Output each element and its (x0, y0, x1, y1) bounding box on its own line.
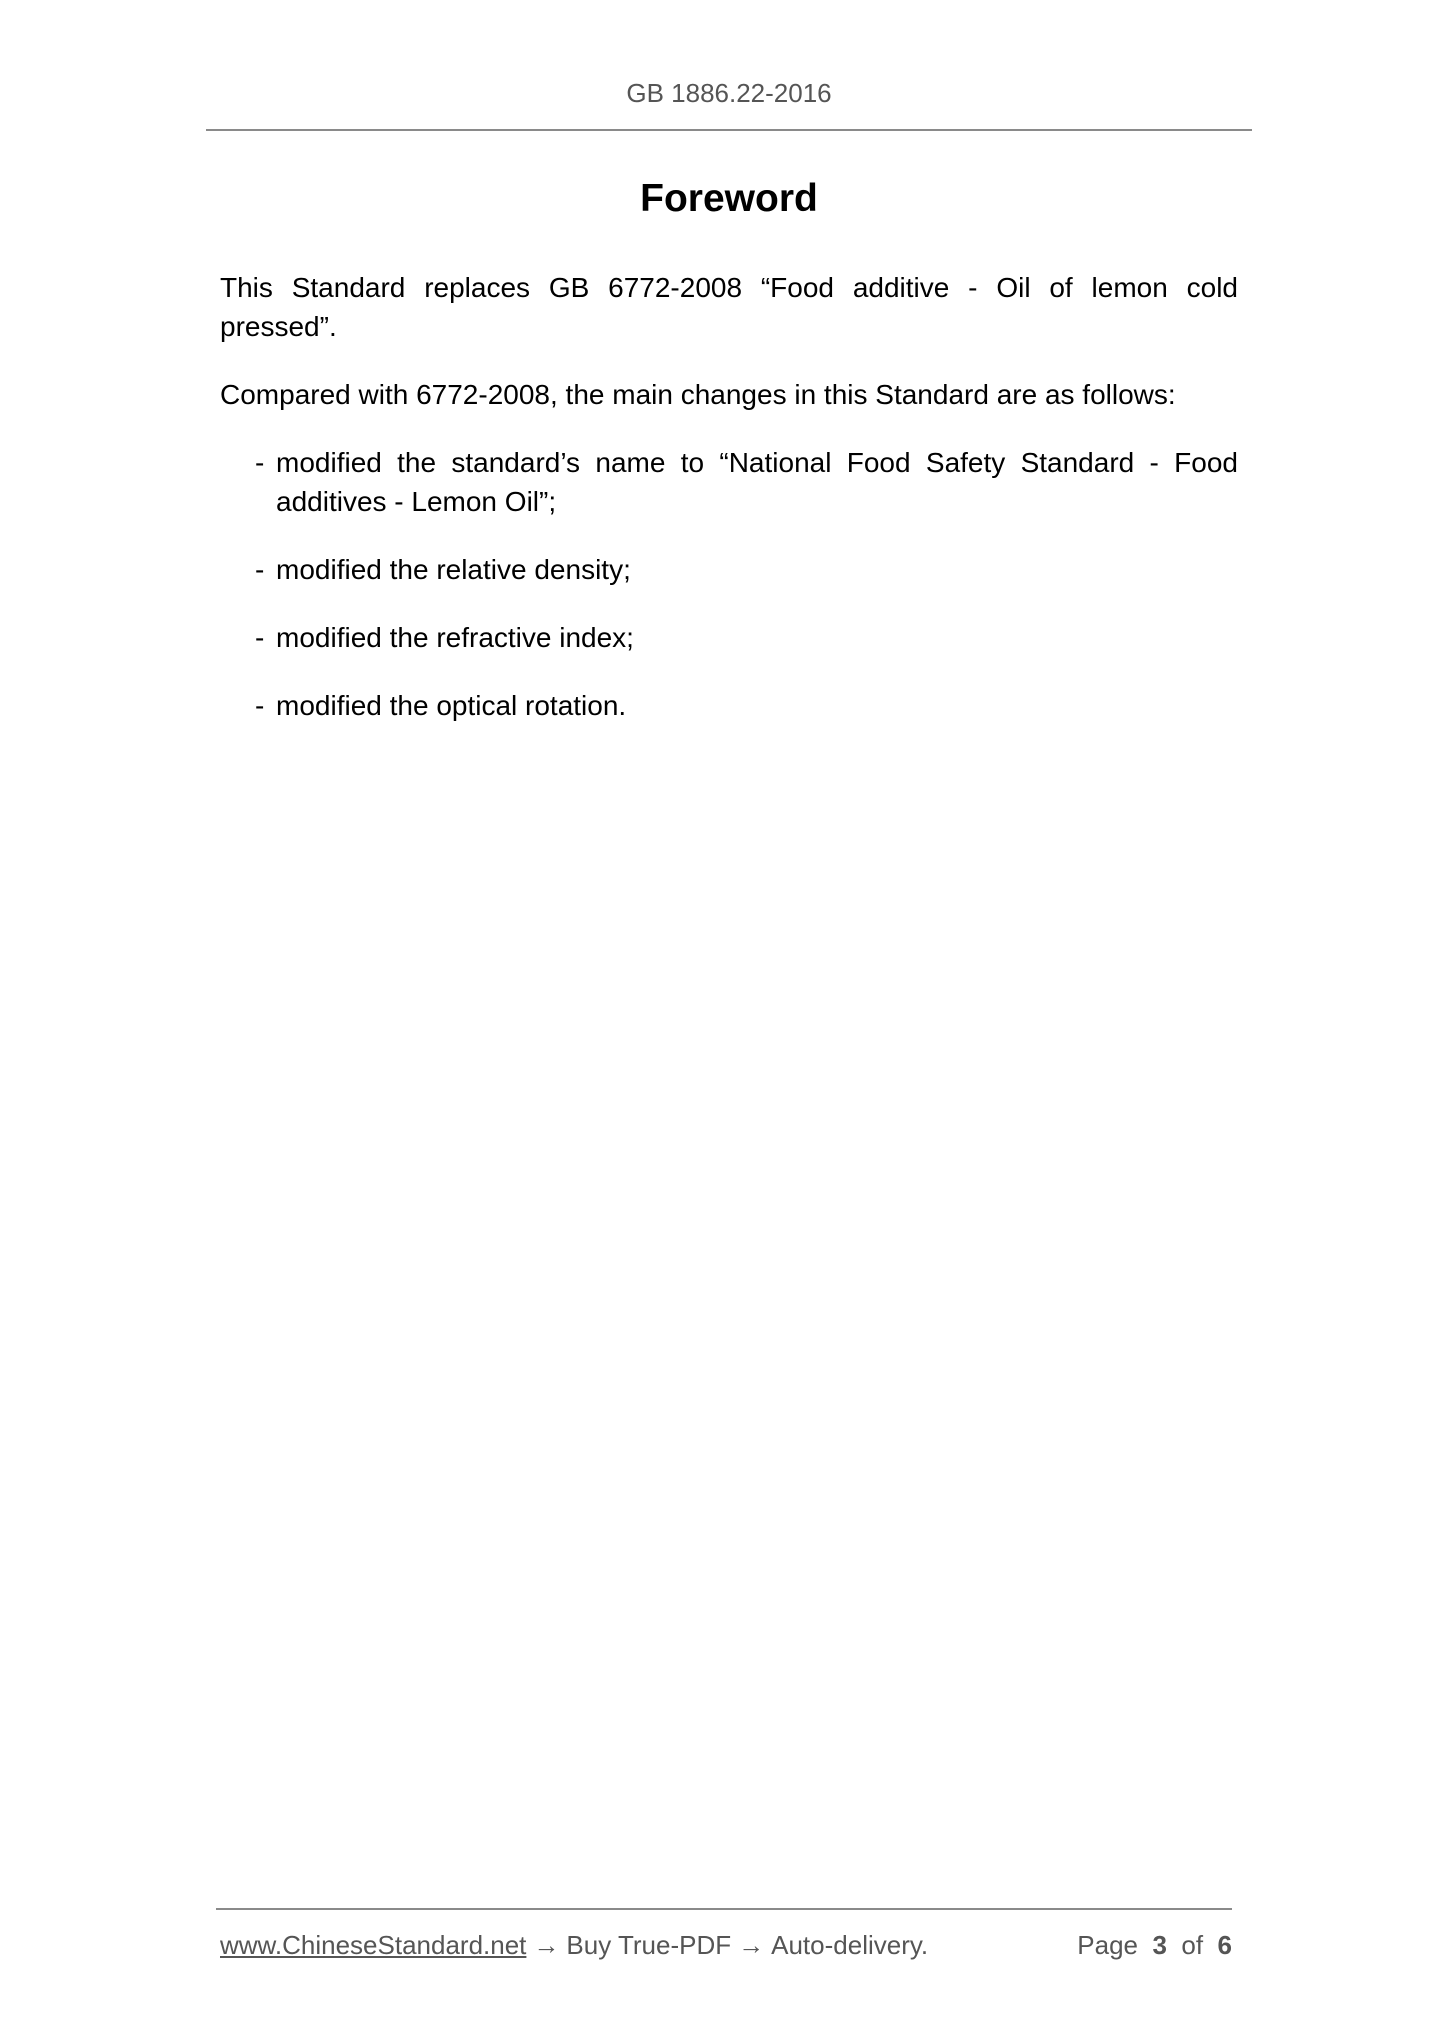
paragraph-replaces: This Standard replaces GB 6772-2008 “Food additive - Oil of lemon cold pressed”. (220, 272, 1238, 342)
list-dash: - (255, 554, 265, 585)
page-current: 3 (1152, 1930, 1167, 1960)
list-item (255, 618, 1238, 657)
page-footer (220, 1927, 1232, 1963)
changes-list (220, 443, 1238, 725)
website-link[interactable]: www.ChineseStandard.net (220, 1930, 527, 1960)
list-item-text: modified the relative density; (276, 554, 631, 585)
right-arrow-icon: → (738, 1930, 765, 1960)
footer-step-delivery: Auto-delivery. (771, 1930, 929, 1960)
footer-divider (216, 1908, 1232, 1910)
header-divider (206, 129, 1252, 131)
list-item-text: modified the refractive index; (276, 622, 634, 653)
footer-step-buy: Buy True-PDF (566, 1930, 732, 1960)
page-number (1077, 1927, 1232, 1963)
list-item-text: modified the optical rotation. (276, 690, 627, 721)
foreword-body (220, 268, 1238, 754)
list-item (255, 550, 1238, 589)
list-dash: - (255, 447, 265, 478)
right-arrow-icon: → (533, 1930, 560, 1960)
list-dash: - (255, 622, 265, 653)
list-item (255, 443, 1238, 521)
page-total: 6 (1217, 1930, 1232, 1960)
page-title: Foreword (640, 177, 818, 220)
list-dash: - (255, 690, 265, 721)
page-header: GB 1886.22-2016 (626, 78, 832, 108)
list-item (255, 686, 1238, 725)
footer-promo (220, 1927, 928, 1963)
list-item-text: modified the standard’s name to “National Food Safety Standard - Food additives - Lemon Oil”; (276, 447, 1238, 517)
paragraph-changes-intro: Compared with 6772-2008, the main changes in this Standard are as follows: (220, 379, 1176, 410)
of-word: of (1181, 1930, 1204, 1960)
page-word: Page (1077, 1930, 1139, 1960)
